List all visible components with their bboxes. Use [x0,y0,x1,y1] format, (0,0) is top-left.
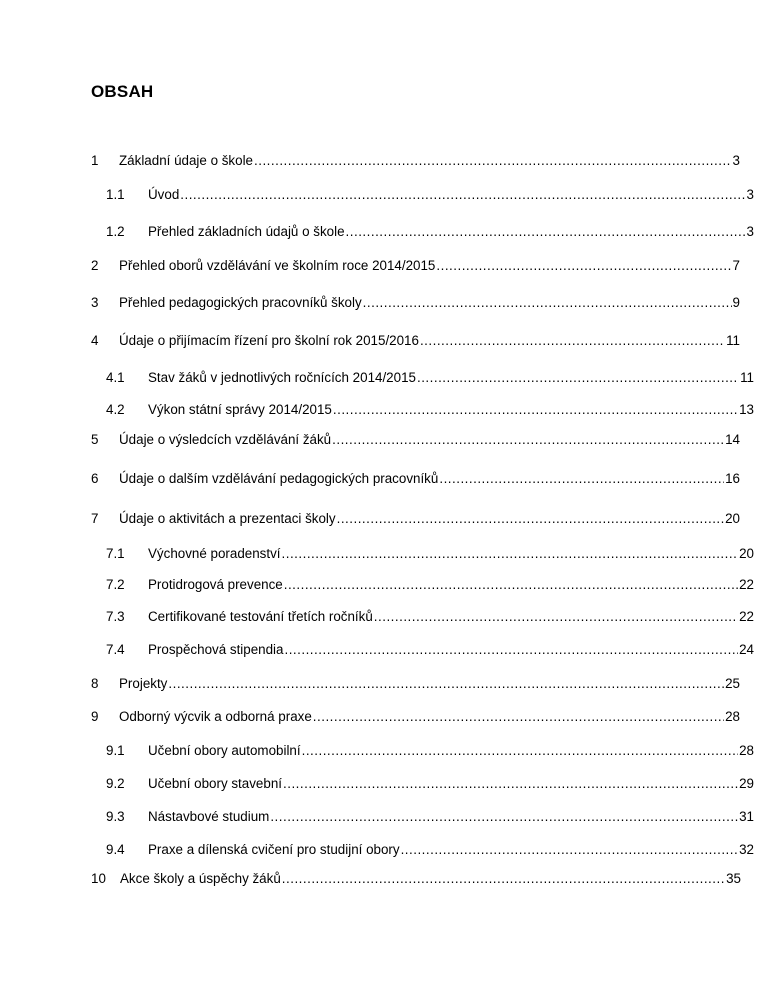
toc-number: 6 [91,471,99,486]
toc-number: 7 [91,511,99,526]
toc-entry[interactable] [106,641,754,659]
toc-number: 9.3 [106,809,125,824]
toc-entry[interactable] [91,257,740,275]
toc-number: 3 [91,295,99,310]
dot-leader [333,401,738,419]
toc-page-number: 20 [739,546,754,561]
toc-label: Přehled oborů vzdělávání ve školním roce 2014/2015 [119,258,436,273]
toc-label: Přehled základních údajů o škole [148,224,345,239]
toc-entry[interactable] [91,294,740,312]
toc-label: Odborný výcvik a odborná praxe [119,709,312,724]
toc-label: Úvod [148,187,180,202]
dot-leader [284,641,738,659]
toc-number: 5 [91,432,99,447]
toc-number: 7.1 [106,546,125,561]
toc-number: 9.2 [106,776,125,791]
toc-label: Výkon státní správy 2014/2015 [148,402,332,417]
toc-entry[interactable] [91,675,740,693]
dot-leader [180,186,745,204]
toc-entry[interactable] [91,510,740,528]
toc-page-number: 31 [739,809,754,824]
toc-label: Údaje o přijímacím řízení pro školní rok 2015/2016 [119,333,419,348]
toc-page-number: 32 [739,842,754,857]
toc-entry[interactable] [106,775,754,793]
toc-page-number: 24 [739,642,754,657]
toc-entry[interactable] [106,841,754,859]
toc-page-number: 29 [739,776,754,791]
toc-entry[interactable] [106,742,754,760]
toc-page-number: 28 [739,743,754,758]
dot-leader [332,431,724,449]
toc-page-number: 11 [726,333,740,348]
dot-leader [270,808,738,826]
toc-number: 10 [91,871,106,886]
toc-page-number: 3 [732,153,740,168]
toc-label: Údaje o aktivitách a prezentaci školy [119,511,336,526]
toc-label: Praxe a dílenská cvičení pro studijní obory [148,842,400,857]
dot-leader [302,742,739,760]
toc-number: 8 [91,676,99,691]
toc-page-number: 9 [732,295,740,310]
dot-leader [401,841,739,859]
toc-label: Projekty [119,676,168,691]
toc-number: 1.2 [106,224,125,239]
toc-label: Protidrogová prevence [148,577,283,592]
toc-label: Přehled pedagogických pracovníků školy [119,295,362,310]
page-title: OBSAH [91,82,154,101]
toc-entry[interactable] [91,152,740,170]
toc-number: 4.2 [106,402,125,417]
toc-label: Údaje o dalším vzdělávání pedagogických pracovníků [119,471,439,486]
toc-entry[interactable] [106,401,754,419]
toc-entry[interactable] [106,545,754,563]
toc-page-number: 16 [725,471,740,486]
toc-label: Základní údaje o škole [119,153,253,168]
toc-page-number: 13 [739,402,754,417]
toc-page-number: 3 [746,224,754,239]
toc-page-number: 3 [746,187,754,202]
toc-page-number: 22 [739,609,754,624]
dot-leader [337,510,725,528]
dot-leader [436,257,731,275]
toc-page-number: 7 [732,258,740,273]
dot-leader [374,608,738,626]
toc-page-number: 14 [725,432,740,447]
toc-number: 7.3 [106,609,125,624]
toc-entry[interactable] [106,223,754,241]
toc-entry[interactable] [106,808,754,826]
toc-entry[interactable] [91,332,740,350]
toc-number: 4.1 [106,370,125,385]
toc-entry[interactable] [91,470,740,488]
toc-entry[interactable] [106,369,754,387]
toc-label: Učební obory automobilní [148,743,301,758]
toc-page-number: 22 [739,577,754,592]
toc-entry[interactable] [106,576,754,594]
toc-label: Stav žáků v jednotlivých ročnících 2014/2015 [148,370,416,385]
dot-leader [417,369,739,387]
dot-leader [168,675,724,693]
dot-leader [346,223,746,241]
toc-page-number: 28 [725,709,740,724]
toc-entry[interactable] [106,186,754,204]
toc-entry[interactable] [91,708,740,726]
toc-entry[interactable] [91,870,741,888]
dot-leader [283,775,738,793]
toc-label: Nástavbové studium [148,809,270,824]
dot-leader [254,152,732,170]
dot-leader [313,708,724,726]
toc-label: Učební obory stavební [148,776,282,791]
dot-leader [363,294,732,312]
toc-number: 1.1 [106,187,125,202]
toc-number: 7.2 [106,577,125,592]
toc-number: 2 [91,258,99,273]
toc-label: Výchovné poradenství [148,546,281,561]
toc-label: Údaje o výsledcích vzdělávání žáků [119,432,332,447]
toc-label: Certifikované testování třetích ročníků [148,609,373,624]
toc-entry[interactable] [106,608,754,626]
dot-leader [284,576,738,594]
dot-leader [282,870,725,888]
toc-page-number: 25 [725,676,740,691]
toc-number: 4 [91,333,99,348]
toc-page-number: 11 [740,370,754,385]
toc-number: 9 [91,709,99,724]
toc-entry[interactable] [91,431,740,449]
toc-label: Akce školy a úspěchy žáků [120,871,281,886]
toc-page-number: 20 [725,511,740,526]
dot-leader [420,332,725,350]
toc-number: 9.1 [106,743,125,758]
dot-leader [439,470,724,488]
toc-page-number: 35 [726,871,741,886]
toc-number: 1 [91,153,99,168]
toc-number: 9.4 [106,842,125,857]
dot-leader [282,545,739,563]
toc-number: 7.4 [106,642,125,657]
toc-label: Prospěchová stipendia [148,642,284,657]
